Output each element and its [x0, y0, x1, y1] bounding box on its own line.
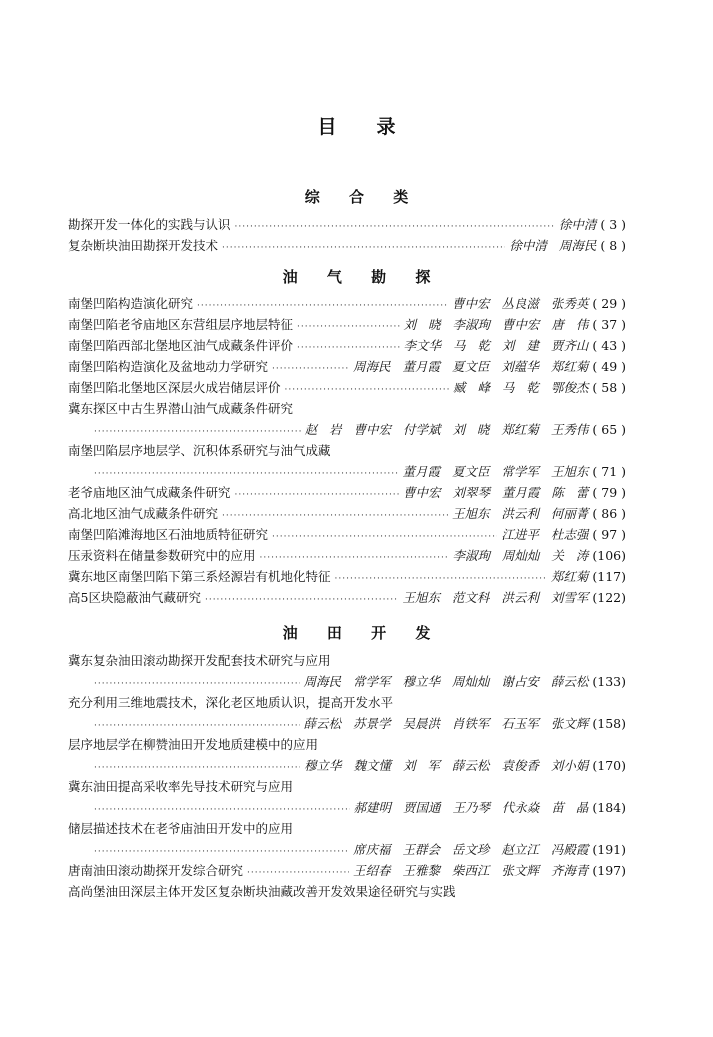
entry-title: 唐南油田滚动勘探开发综合研究	[68, 863, 244, 878]
entry-authors: 徐中清 周海民	[509, 238, 597, 253]
leader-dots	[94, 679, 300, 689]
section-heading-youtian: 油 田 开 发	[282, 624, 443, 642]
title-char-2: 录	[376, 116, 396, 138]
toc-entry[interactable]	[68, 567, 626, 588]
entry-title: 层序地层学在柳赞油田开发地质建模中的应用	[68, 737, 319, 752]
entry-page: (191)	[592, 842, 626, 857]
entry-authors: 董月霞 夏文臣 常学军 王旭东	[402, 464, 589, 479]
entry-title: 南堡凹陷层序地层学、沉积体系研究与油气成藏	[68, 443, 331, 458]
entry-authors: 刘 晓 李淑珣 曹中宏 唐 伟	[403, 317, 589, 332]
entry-title: 南堡凹陷构造演化研究	[68, 296, 194, 311]
entry-authors: 王绍春 王雅黎 柴西江 张文辉 齐海青	[352, 863, 589, 878]
leader-dots	[197, 301, 448, 311]
leader-dots	[235, 490, 399, 500]
toc-entry[interactable]	[68, 357, 626, 378]
toc-entry[interactable]	[68, 294, 626, 315]
toc-entry-title-line[interactable]	[68, 819, 626, 840]
entry-authors: 赵 岩 曹中宏 付学斌 刘 晓 郑红菊 王秀伟	[304, 422, 589, 437]
entry-authors: 曹中宏 丛良滋 张秀英	[451, 296, 589, 311]
leader-dots	[222, 243, 505, 253]
leader-dots	[94, 847, 349, 857]
toc-entry[interactable]	[68, 483, 626, 504]
toc-entry[interactable]	[68, 861, 626, 882]
entry-page: ( 65 )	[592, 422, 626, 437]
entry-page: ( 49 )	[592, 359, 626, 374]
leader-dots	[94, 763, 300, 773]
entry-page: ( 43 )	[592, 338, 626, 353]
toc-group-zonghe	[68, 215, 626, 257]
entry-authors: 王旭东 洪云利 何丽菁	[451, 506, 589, 521]
entry-page: ( 58 )	[592, 380, 626, 395]
entry-title: 储层描述技术在老爷庙油田开发中的应用	[68, 821, 294, 836]
leader-dots	[235, 222, 555, 232]
toc-entry[interactable]	[68, 336, 626, 357]
entry-title: 高尚堡油田深层主体开发区复杂断块油藏改善开发效果途径研究与实践	[68, 884, 456, 899]
entry-title: 高北地区油气成藏条件研究	[68, 506, 219, 521]
entry-authors: 江进平 杜志强	[501, 527, 589, 542]
entry-page: (197)	[592, 863, 626, 878]
toc-entry[interactable]	[68, 504, 626, 525]
toc-entry-title-line[interactable]	[68, 777, 626, 798]
entry-page: ( 71 )	[592, 464, 626, 479]
entry-authors: 席庆福 王群会 岳文珍 赵立江 冯殿霞	[352, 842, 589, 857]
entry-title: 充分利用三维地震技术，深化老区地质认识，提高开发水平	[68, 695, 394, 710]
toc-entry-continuation[interactable]	[68, 714, 626, 735]
entry-page: ( 86 )	[592, 506, 626, 521]
leader-dots	[297, 322, 400, 332]
entry-authors: 徐中清	[558, 217, 597, 232]
entry-page: (117)	[592, 569, 626, 584]
entry-title: 南堡凹陷老爷庙地区东营组层序地层特征	[68, 317, 294, 332]
entry-page: ( 29 )	[592, 296, 626, 311]
toc-entry-continuation[interactable]	[68, 462, 626, 483]
toc-entry-title-line[interactable]	[68, 441, 626, 462]
toc-entry[interactable]	[68, 525, 626, 546]
toc-entry[interactable]	[68, 236, 626, 257]
section-heading-youqi: 油 气 勘 探	[282, 268, 443, 286]
entry-title: 南堡凹陷构造演化及盆地动力学研究	[68, 359, 269, 374]
entry-title: 冀东复杂油田滚动勘探开发配套技术研究与应用	[68, 653, 331, 668]
toc-entry-continuation[interactable]	[68, 756, 626, 777]
entry-page: ( 97 )	[592, 527, 626, 542]
entry-page: (170)	[592, 758, 626, 773]
leader-dots	[285, 385, 449, 395]
toc-entry[interactable]	[68, 588, 626, 609]
toc-entry[interactable]	[68, 315, 626, 336]
section-heading-zonghe: 综 合 类	[304, 188, 421, 206]
entry-title: 冀东油田提高采收率先导技术研究与应用	[68, 779, 294, 794]
leader-dots	[247, 868, 349, 878]
leader-dots	[94, 721, 300, 731]
entry-title: 南堡凹陷滩海地区石油地质特征研究	[68, 527, 269, 542]
entry-page: (184)	[592, 800, 626, 815]
toc-entry[interactable]	[68, 378, 626, 399]
toc-group-youtian	[68, 651, 626, 903]
entry-title: 冀东地区南堡凹陷下第三系烃源岩有机地化特征	[68, 569, 331, 584]
entry-authors: 李淑珣 周灿灿 关 涛	[452, 548, 589, 563]
entry-page: ( 79 )	[592, 485, 626, 500]
leader-dots	[272, 532, 497, 542]
leader-dots	[205, 595, 398, 605]
toc-entry[interactable]	[68, 215, 626, 236]
entry-page: ( 3 )	[600, 217, 626, 232]
toc-entry-title-line[interactable]	[68, 735, 626, 756]
entry-title: 勘探开发一体化的实践与认识	[68, 217, 231, 232]
toc-entry-continuation[interactable]	[68, 420, 626, 441]
toc-entry-title-line[interactable]	[68, 693, 626, 714]
entry-title: 冀东探区中古生界潜山油气成藏条件研究	[68, 401, 294, 416]
page-title	[0, 112, 713, 139]
leader-dots	[222, 511, 448, 521]
leader-dots	[94, 427, 301, 437]
entry-title: 南堡凹陷北堡地区深层火成岩储层评价	[68, 380, 281, 395]
entry-title: 复杂断块油田勘探开发技术	[68, 238, 219, 253]
entry-page: ( 8 )	[600, 238, 626, 253]
entry-page: (158)	[592, 716, 626, 731]
entry-title: 老爷庙地区油气成藏条件研究	[68, 485, 231, 500]
entry-authors: 穆立华 魏文懂 刘 军 薛云松 袁俊香 刘小娟	[304, 758, 589, 773]
entry-page: (106)	[592, 548, 626, 563]
leader-dots	[260, 553, 449, 563]
leader-dots	[272, 364, 349, 374]
leader-dots	[297, 343, 400, 353]
toc-entry-title-line[interactable]	[68, 651, 626, 672]
entry-authors: 曹中宏 刘翠琴 董月霞 陈 蕾	[402, 485, 589, 500]
entry-authors: 郝建明 贾国通 王乃琴 代永焱 苗 晶	[353, 800, 589, 815]
leader-dots	[335, 574, 547, 584]
entry-authors: 郑红菊	[550, 569, 589, 584]
entry-title: 高5区块隐蔽油气藏研究	[68, 590, 201, 605]
toc-entry-title-line[interactable]	[68, 399, 626, 420]
entry-authors: 周海民 常学军 穆立华 周灿灿 谢占安 薛云松	[303, 674, 589, 689]
entry-authors: 王旭东 范文科 洪云利 刘雪军	[402, 590, 589, 605]
entry-authors: 臧 峰 马 乾 鄂俊杰	[452, 380, 589, 395]
entry-page: (122)	[592, 590, 626, 605]
entry-page: ( 37 )	[592, 317, 626, 332]
toc-entry-continuation[interactable]	[68, 798, 626, 819]
entry-page: (133)	[592, 674, 626, 689]
toc-entry-continuation[interactable]	[68, 672, 626, 693]
toc-group-youqi	[68, 294, 626, 609]
title-char-1: 目	[317, 116, 337, 138]
entry-authors: 李文华 马 乾 刘 建 贾齐山	[403, 338, 589, 353]
toc-entry-continuation[interactable]	[68, 840, 626, 861]
leader-dots	[94, 805, 350, 815]
toc-entry-title-line[interactable]	[68, 882, 626, 903]
entry-authors: 薛云松 苏景学 吴晨洪 肖铁军 石玉军 张文辉	[303, 716, 589, 731]
toc-entry[interactable]	[68, 546, 626, 567]
entry-authors: 周海民 董月霞 夏文臣 刘蕴华 郑红菊	[352, 359, 589, 374]
entry-title: 南堡凹陷西部北堡地区油气成藏条件评价	[68, 338, 294, 353]
entry-title: 压汞资料在储量参数研究中的应用	[68, 548, 256, 563]
leader-dots	[94, 469, 398, 479]
